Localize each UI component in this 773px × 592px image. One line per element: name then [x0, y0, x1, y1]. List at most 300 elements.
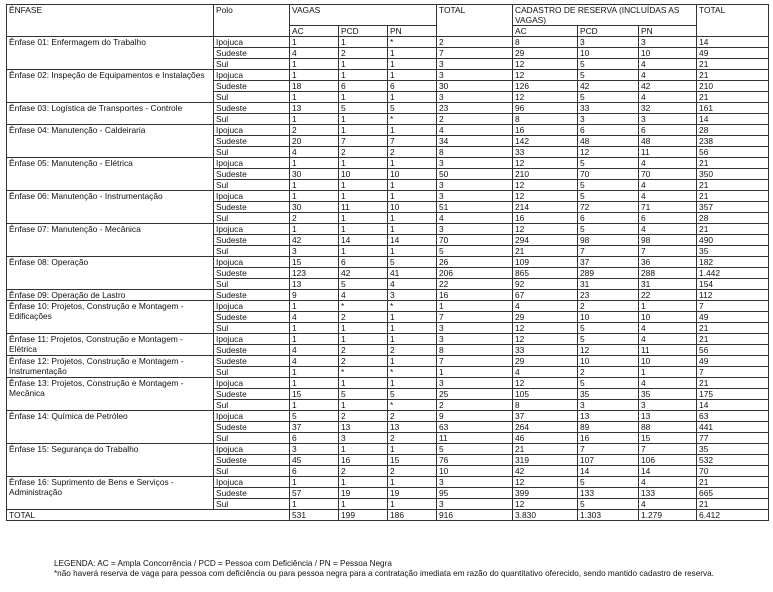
value-cell: 34 — [437, 136, 513, 147]
polo-cell: Sudeste — [214, 488, 290, 499]
table-row — [7, 378, 769, 389]
value-cell: 210 — [697, 81, 769, 92]
value-cell: 12 — [513, 224, 578, 235]
value-cell: 21 — [697, 70, 769, 81]
value-cell: 88 — [639, 422, 697, 433]
value-cell: 7 — [437, 312, 513, 323]
value-cell: 532 — [697, 455, 769, 466]
value-cell: 2 — [388, 466, 437, 477]
value-cell: 4 — [513, 301, 578, 312]
value-cell: 2 — [578, 367, 639, 378]
enfase-cell: Ênfase 06: Manutenção - Instrumentação — [7, 191, 214, 224]
value-cell: 14 — [697, 400, 769, 411]
value-cell: 6 — [578, 125, 639, 136]
value-cell: 12 — [513, 477, 578, 488]
value-cell: 13 — [578, 411, 639, 422]
value-cell: 1 — [290, 158, 339, 169]
value-cell: 56 — [697, 345, 769, 356]
value-cell: 25 — [437, 389, 513, 400]
value-cell: 3 — [437, 70, 513, 81]
enfase-cell: Ênfase 12: Projetos, Construção e Montagem - Instrumentação — [7, 356, 214, 378]
value-cell: 2 — [437, 114, 513, 125]
value-cell: 49 — [697, 48, 769, 59]
value-cell: 9 — [290, 290, 339, 301]
value-cell: 21 — [697, 499, 769, 510]
value-cell: 8 — [437, 147, 513, 158]
value-cell: 6 — [339, 257, 388, 268]
value-cell: 1 — [388, 444, 437, 455]
polo-cell: Sudeste — [214, 356, 290, 367]
value-cell: 57 — [290, 488, 339, 499]
value-cell: 15 — [639, 433, 697, 444]
value-cell: 70 — [639, 169, 697, 180]
header-total: TOTAL — [437, 5, 513, 37]
value-cell: 42 — [339, 268, 388, 279]
value-cell: 1 — [388, 378, 437, 389]
value-cell: 41 — [388, 268, 437, 279]
header-ac-2: AC — [513, 26, 578, 37]
value-cell: 71 — [639, 202, 697, 213]
value-cell: 2 — [437, 400, 513, 411]
value-cell: 2 — [437, 37, 513, 48]
value-cell: 2 — [339, 345, 388, 356]
value-cell: 13 — [388, 422, 437, 433]
value-cell: 1 — [290, 114, 339, 125]
value-cell: 11 — [639, 345, 697, 356]
value-cell: 30 — [437, 81, 513, 92]
value-cell: 7 — [578, 246, 639, 257]
polo-cell: Ipojuca — [214, 125, 290, 136]
value-cell: 70 — [578, 169, 639, 180]
value-cell: 1 — [339, 499, 388, 510]
value-cell: 1 — [388, 312, 437, 323]
value-cell: 1 — [339, 246, 388, 257]
value-cell: 18 — [290, 81, 339, 92]
value-cell: 12 — [513, 158, 578, 169]
value-cell: 5 — [578, 92, 639, 103]
value-cell: 35 — [639, 389, 697, 400]
value-cell: 1 — [639, 301, 697, 312]
value-cell: 5 — [339, 279, 388, 290]
value-cell: 13 — [290, 103, 339, 114]
polo-cell: Ipojuca — [214, 158, 290, 169]
value-cell: 72 — [578, 202, 639, 213]
table-row — [7, 290, 769, 301]
total-row — [7, 510, 769, 521]
value-cell: 21 — [697, 334, 769, 345]
value-cell: 21 — [697, 92, 769, 103]
value-cell: 1 — [339, 323, 388, 334]
value-cell: 7 — [437, 48, 513, 59]
value-cell: 21 — [697, 323, 769, 334]
value-cell: 1 — [290, 224, 339, 235]
value-cell: 49 — [697, 356, 769, 367]
value-cell: 175 — [697, 389, 769, 400]
value-cell: 238 — [697, 136, 769, 147]
header-pn: PN — [388, 26, 437, 37]
value-cell: 70 — [697, 466, 769, 477]
value-cell: 42 — [578, 81, 639, 92]
value-cell: 2 — [388, 433, 437, 444]
value-cell: 3 — [578, 37, 639, 48]
value-cell: * — [388, 37, 437, 48]
value-cell: 5 — [578, 499, 639, 510]
value-cell: 5 — [578, 191, 639, 202]
table-row — [7, 356, 769, 367]
value-cell: 12 — [513, 499, 578, 510]
value-cell: 1 — [290, 477, 339, 488]
polo-cell: Sul — [214, 59, 290, 70]
value-cell: 32 — [639, 103, 697, 114]
value-cell: 1 — [290, 37, 339, 48]
value-cell: 35 — [697, 444, 769, 455]
value-cell: 1 — [339, 378, 388, 389]
value-cell: 6 — [388, 81, 437, 92]
value-cell: 92 — [513, 279, 578, 290]
value-cell: 16 — [513, 125, 578, 136]
value-cell: 37 — [513, 411, 578, 422]
value-cell: 441 — [697, 422, 769, 433]
value-cell: 48 — [639, 136, 697, 147]
value-cell: 21 — [697, 180, 769, 191]
value-cell: 4 — [290, 312, 339, 323]
value-cell: 33 — [578, 103, 639, 114]
value-cell: 1 — [388, 334, 437, 345]
value-cell: 2 — [388, 147, 437, 158]
polo-cell: Ipojuca — [214, 70, 290, 81]
value-cell: 11 — [339, 202, 388, 213]
value-cell: 109 — [513, 257, 578, 268]
value-cell: 3 — [437, 92, 513, 103]
value-cell: 2 — [578, 301, 639, 312]
value-cell: 16 — [578, 433, 639, 444]
value-cell: 1 — [339, 59, 388, 70]
value-cell: 77 — [697, 433, 769, 444]
header-pcd: PCD — [339, 26, 388, 37]
legend — [6, 559, 768, 579]
value-cell: 1 — [339, 180, 388, 191]
value-cell: 2 — [339, 356, 388, 367]
header-cadastro-reserva: CADASTRO DE RESERVA (INCLUÍDAS AS VAGAS) — [513, 5, 697, 26]
value-cell: 154 — [697, 279, 769, 290]
value-cell: 2 — [339, 312, 388, 323]
legend-footnote: *não haverá reserva de vaga para pessoa com deficiência ou para pessoa negra para a contratação imediata em razão do quantitativo oferecido, sendo mantido cadastro de reserva. — [54, 569, 714, 578]
value-cell: 126 — [513, 81, 578, 92]
value-cell: 1 — [290, 59, 339, 70]
value-cell: 21 — [697, 191, 769, 202]
value-cell: 7 — [388, 136, 437, 147]
value-cell: 2 — [339, 147, 388, 158]
polo-cell: Sudeste — [214, 202, 290, 213]
value-cell: 5 — [437, 246, 513, 257]
value-cell: 350 — [697, 169, 769, 180]
value-cell: 37 — [578, 257, 639, 268]
value-cell: 10 — [639, 48, 697, 59]
value-cell: * — [339, 367, 388, 378]
value-cell: 7 — [437, 356, 513, 367]
value-cell: 3 — [290, 246, 339, 257]
value-cell: 33 — [513, 345, 578, 356]
value-cell: 12 — [513, 180, 578, 191]
value-cell: 45 — [290, 455, 339, 466]
value-cell: 7 — [697, 301, 769, 312]
value-cell: 12 — [513, 70, 578, 81]
value-cell: 1 — [388, 70, 437, 81]
table-row — [7, 37, 769, 48]
enfase-cell: Ênfase 09: Operação de Lastro — [7, 290, 214, 301]
value-cell: 5 — [578, 378, 639, 389]
value-cell: 1 — [290, 301, 339, 312]
polo-cell: Sul — [214, 433, 290, 444]
value-cell: 1 — [290, 191, 339, 202]
value-cell: 1 — [290, 180, 339, 191]
value-cell: 12 — [513, 191, 578, 202]
value-cell: 5 — [578, 158, 639, 169]
value-cell: 11 — [639, 147, 697, 158]
value-cell: 4 — [437, 125, 513, 136]
value-cell: 2 — [388, 345, 437, 356]
value-cell: 22 — [437, 279, 513, 290]
polo-cell: Sul — [214, 92, 290, 103]
value-cell: 3 — [639, 400, 697, 411]
value-cell: 22 — [639, 290, 697, 301]
total-value: 916 — [437, 510, 513, 521]
value-cell: 33 — [513, 147, 578, 158]
value-cell: 3 — [578, 114, 639, 125]
value-cell: 76 — [437, 455, 513, 466]
value-cell: 13 — [339, 422, 388, 433]
total-value: 531 — [290, 510, 339, 521]
value-cell: 1 — [339, 70, 388, 81]
header-total-2: TOTAL — [697, 5, 769, 37]
value-cell: 21 — [697, 59, 769, 70]
table-row — [7, 257, 769, 268]
enfase-cell: Ênfase 01: Enfermagem do Trabalho — [7, 37, 214, 70]
value-cell: 28 — [697, 125, 769, 136]
value-cell: 29 — [513, 48, 578, 59]
value-cell: 5 — [578, 180, 639, 191]
value-cell: 16 — [437, 290, 513, 301]
polo-cell: Sul — [214, 147, 290, 158]
value-cell: 1 — [388, 323, 437, 334]
value-cell: 289 — [578, 268, 639, 279]
value-cell: 15 — [388, 455, 437, 466]
value-cell: 63 — [697, 411, 769, 422]
value-cell: 1 — [339, 334, 388, 345]
value-cell: 5 — [578, 334, 639, 345]
value-cell: 107 — [578, 455, 639, 466]
value-cell: 182 — [697, 257, 769, 268]
value-cell: 399 — [513, 488, 578, 499]
value-cell: 1 — [339, 191, 388, 202]
value-cell: 9 — [437, 411, 513, 422]
total-value: 3.830 — [513, 510, 578, 521]
table-row — [7, 477, 769, 488]
value-cell: 4 — [437, 213, 513, 224]
value-cell: 1 — [388, 246, 437, 257]
value-cell: 10 — [437, 466, 513, 477]
polo-cell: Ipojuca — [214, 411, 290, 422]
value-cell: 1 — [290, 400, 339, 411]
value-cell: 3 — [437, 334, 513, 345]
value-cell: 4 — [639, 477, 697, 488]
value-cell: 7 — [639, 444, 697, 455]
value-cell: 5 — [578, 59, 639, 70]
value-cell: 30 — [290, 169, 339, 180]
value-cell: 23 — [437, 103, 513, 114]
value-cell: 1 — [290, 334, 339, 345]
value-cell: 5 — [578, 70, 639, 81]
value-cell: 3 — [437, 477, 513, 488]
value-cell: 16 — [513, 213, 578, 224]
table-row — [7, 70, 769, 81]
value-cell: 8 — [513, 37, 578, 48]
header-pcd-2: PCD — [578, 26, 639, 37]
value-cell: 89 — [578, 422, 639, 433]
value-cell: 21 — [513, 246, 578, 257]
value-cell: 15 — [290, 389, 339, 400]
table-row — [7, 444, 769, 455]
value-cell: 1 — [290, 378, 339, 389]
value-cell: 4 — [639, 92, 697, 103]
value-cell: 1 — [388, 48, 437, 59]
polo-cell: Ipojuca — [214, 477, 290, 488]
polo-cell: Sul — [214, 246, 290, 257]
value-cell: 67 — [513, 290, 578, 301]
value-cell: 6 — [339, 81, 388, 92]
polo-cell: Ipojuca — [214, 378, 290, 389]
value-cell: 10 — [578, 48, 639, 59]
value-cell: 21 — [697, 224, 769, 235]
value-cell: 1 — [339, 158, 388, 169]
value-cell: 3 — [437, 224, 513, 235]
value-cell: 63 — [437, 422, 513, 433]
value-cell: 10 — [578, 356, 639, 367]
enfase-cell: Ênfase 11: Projetos, Construção e Montagem - Elétrica — [7, 334, 214, 356]
value-cell: 35 — [697, 246, 769, 257]
value-cell: 42 — [513, 466, 578, 477]
value-cell: 319 — [513, 455, 578, 466]
value-cell: 1 — [437, 301, 513, 312]
value-cell: 1 — [339, 477, 388, 488]
value-cell: 70 — [437, 235, 513, 246]
value-cell: 123 — [290, 268, 339, 279]
value-cell: 142 — [513, 136, 578, 147]
polo-cell: Sudeste — [214, 422, 290, 433]
value-cell: 8 — [513, 400, 578, 411]
value-cell: 1 — [339, 37, 388, 48]
value-cell: * — [339, 301, 388, 312]
value-cell: 6 — [290, 433, 339, 444]
value-cell: 4 — [290, 356, 339, 367]
polo-cell: Sudeste — [214, 455, 290, 466]
value-cell: 105 — [513, 389, 578, 400]
value-cell: 10 — [388, 169, 437, 180]
polo-cell: Ipojuca — [214, 444, 290, 455]
header-pn-2: PN — [639, 26, 697, 37]
polo-cell: Ipojuca — [214, 301, 290, 312]
enfase-cell: Ênfase 16: Suprimento de Bens e Serviços - Administração — [7, 477, 214, 510]
value-cell: 14 — [339, 235, 388, 246]
value-cell: 1 — [339, 213, 388, 224]
value-cell: 133 — [578, 488, 639, 499]
value-cell: 2 — [290, 213, 339, 224]
enfase-cell: Ênfase 05: Manutenção - Elétrica — [7, 158, 214, 191]
value-cell: 1 — [639, 367, 697, 378]
value-cell: 7 — [339, 136, 388, 147]
value-cell: 4 — [639, 70, 697, 81]
value-cell: 8 — [513, 114, 578, 125]
value-cell: * — [388, 400, 437, 411]
value-cell: 31 — [639, 279, 697, 290]
value-cell: 2 — [339, 466, 388, 477]
value-cell: 20 — [290, 136, 339, 147]
value-cell: 35 — [578, 389, 639, 400]
value-cell: 1 — [339, 224, 388, 235]
value-cell: 1 — [388, 213, 437, 224]
value-cell: 1 — [339, 125, 388, 136]
total-value: 6.412 — [697, 510, 769, 521]
value-cell: 7 — [578, 444, 639, 455]
value-cell: 264 — [513, 422, 578, 433]
value-cell: 31 — [578, 279, 639, 290]
value-cell: 21 — [697, 477, 769, 488]
enfase-cell: Ênfase 07: Manutenção - Mecânica — [7, 224, 214, 257]
value-cell: 3 — [639, 114, 697, 125]
value-cell: 3 — [437, 180, 513, 191]
value-cell: 46 — [513, 433, 578, 444]
polo-cell: Sudeste — [214, 235, 290, 246]
value-cell: 294 — [513, 235, 578, 246]
value-cell: 214 — [513, 202, 578, 213]
value-cell: 4 — [639, 158, 697, 169]
table-row — [7, 301, 769, 312]
value-cell: 1 — [339, 114, 388, 125]
value-cell: 10 — [388, 202, 437, 213]
value-cell: 490 — [697, 235, 769, 246]
value-cell: 14 — [388, 235, 437, 246]
table-row — [7, 125, 769, 136]
polo-cell: Sul — [214, 400, 290, 411]
value-cell: 106 — [639, 455, 697, 466]
value-cell: 4 — [639, 378, 697, 389]
value-cell: 7 — [697, 367, 769, 378]
value-cell: 26 — [437, 257, 513, 268]
value-cell: 6 — [639, 125, 697, 136]
polo-cell: Sudeste — [214, 312, 290, 323]
value-cell: 11 — [437, 433, 513, 444]
value-cell: 5 — [290, 411, 339, 422]
value-cell: 206 — [437, 268, 513, 279]
value-cell: 665 — [697, 488, 769, 499]
value-cell: 1 — [388, 180, 437, 191]
value-cell: 1 — [388, 158, 437, 169]
value-cell: 5 — [388, 389, 437, 400]
value-cell: 49 — [697, 312, 769, 323]
polo-cell: Ipojuca — [214, 334, 290, 345]
polo-cell: Sudeste — [214, 48, 290, 59]
polo-cell: Sudeste — [214, 345, 290, 356]
polo-cell: Sul — [214, 114, 290, 125]
enfase-cell: Ênfase 14: Química de Petróleo — [7, 411, 214, 444]
value-cell: 37 — [290, 422, 339, 433]
enfase-cell: Ênfase 10: Projetos, Construção e Montagem - Edificações — [7, 301, 214, 334]
value-cell: 3 — [290, 444, 339, 455]
table-row — [7, 224, 769, 235]
table-row — [7, 103, 769, 114]
value-cell: 5 — [388, 257, 437, 268]
polo-cell: Ipojuca — [214, 37, 290, 48]
